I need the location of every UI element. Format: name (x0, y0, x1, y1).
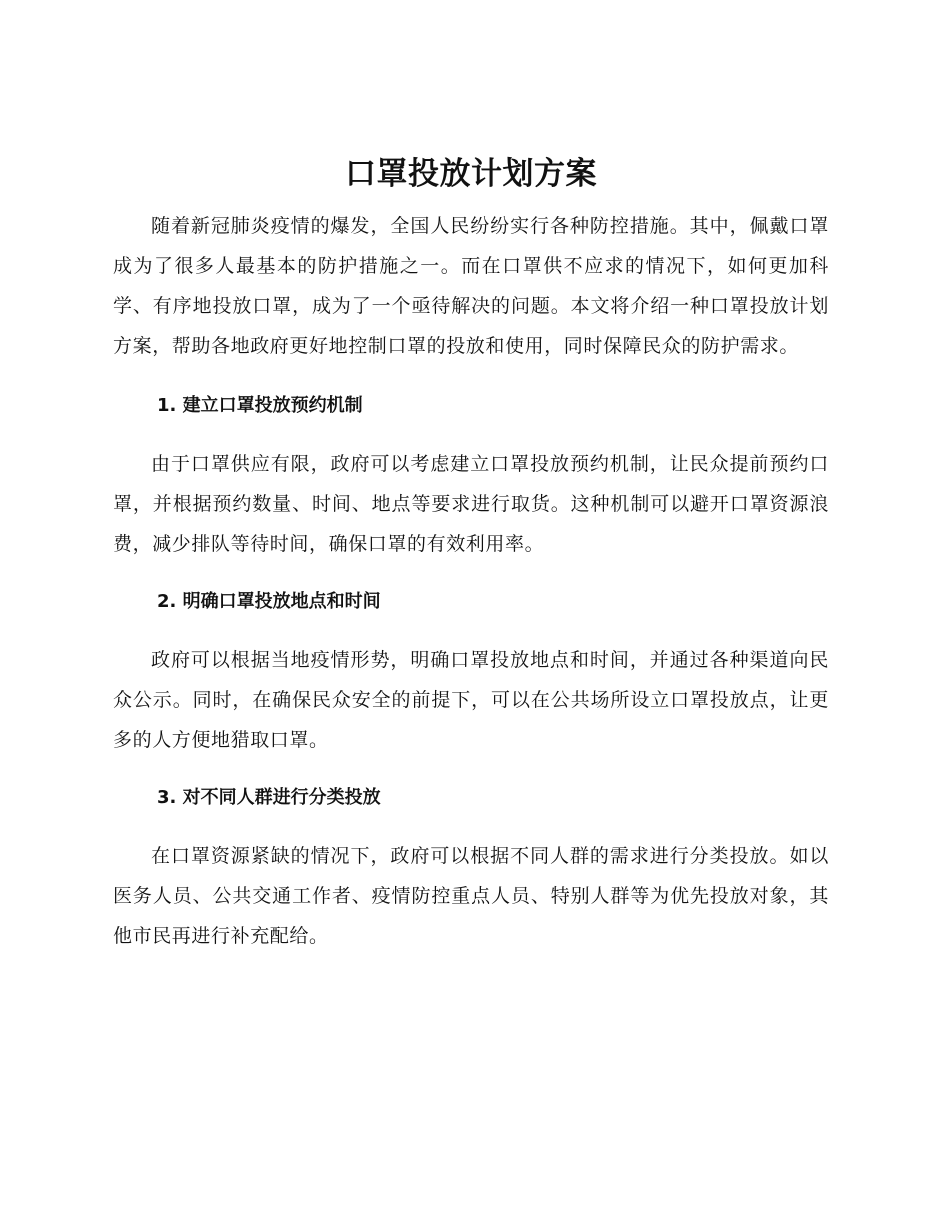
section-3-heading: 3. 对不同人群进行分类投放 (157, 787, 381, 808)
section-3-body: 在口罩资源紧缺的情况下，政府可以根据不同人群的需求进行分类投放。如以医务人员、公共交通工作者、疫情防控重点人员、特别人群等为优先投放对象，其他市民再进行补充配给。 (113, 845, 829, 947)
section-2-heading: 2. 明确口罩投放地点和时间 (157, 591, 381, 612)
document-page (113, 148, 829, 956)
section-1-heading: 1. 建立口罩投放预约机制 (157, 395, 363, 416)
document-title: 口罩投放计划方案 (345, 156, 597, 192)
section-2-body: 政府可以根据当地疫情形势，明确口罩投放地点和时间，并通过各种渠道向民众公示。同时，在确保民众安全的前提下，可以在公共场所设立口罩投放点，让更多的人方便地猎取口罩。 (113, 649, 829, 751)
intro-paragraph: 随着新冠肺炎疫情的爆发，全国人民纷纷实行各种防控措施。其中，佩戴口罩成为了很多人最基本的防护措施之一。而在口罩供不应求的情况下，如何更加科学、有序地投放口罩，成为了一个亟待解决的问题。本文将介绍一种口罩投放计划方案，帮助各地政府更好地控制口罩的投放和使用，同时保障民众的防护需求。 (113, 215, 829, 357)
section-1-body: 由于口罩供应有限，政府可以考虑建立口罩投放预约机制，让民众提前预约口罩，并根据预约数量、时间、地点等要求进行取货。这种机制可以避开口罩资源浪费，减少排队等待时间，确保口罩的有效利用率。 (113, 453, 829, 555)
